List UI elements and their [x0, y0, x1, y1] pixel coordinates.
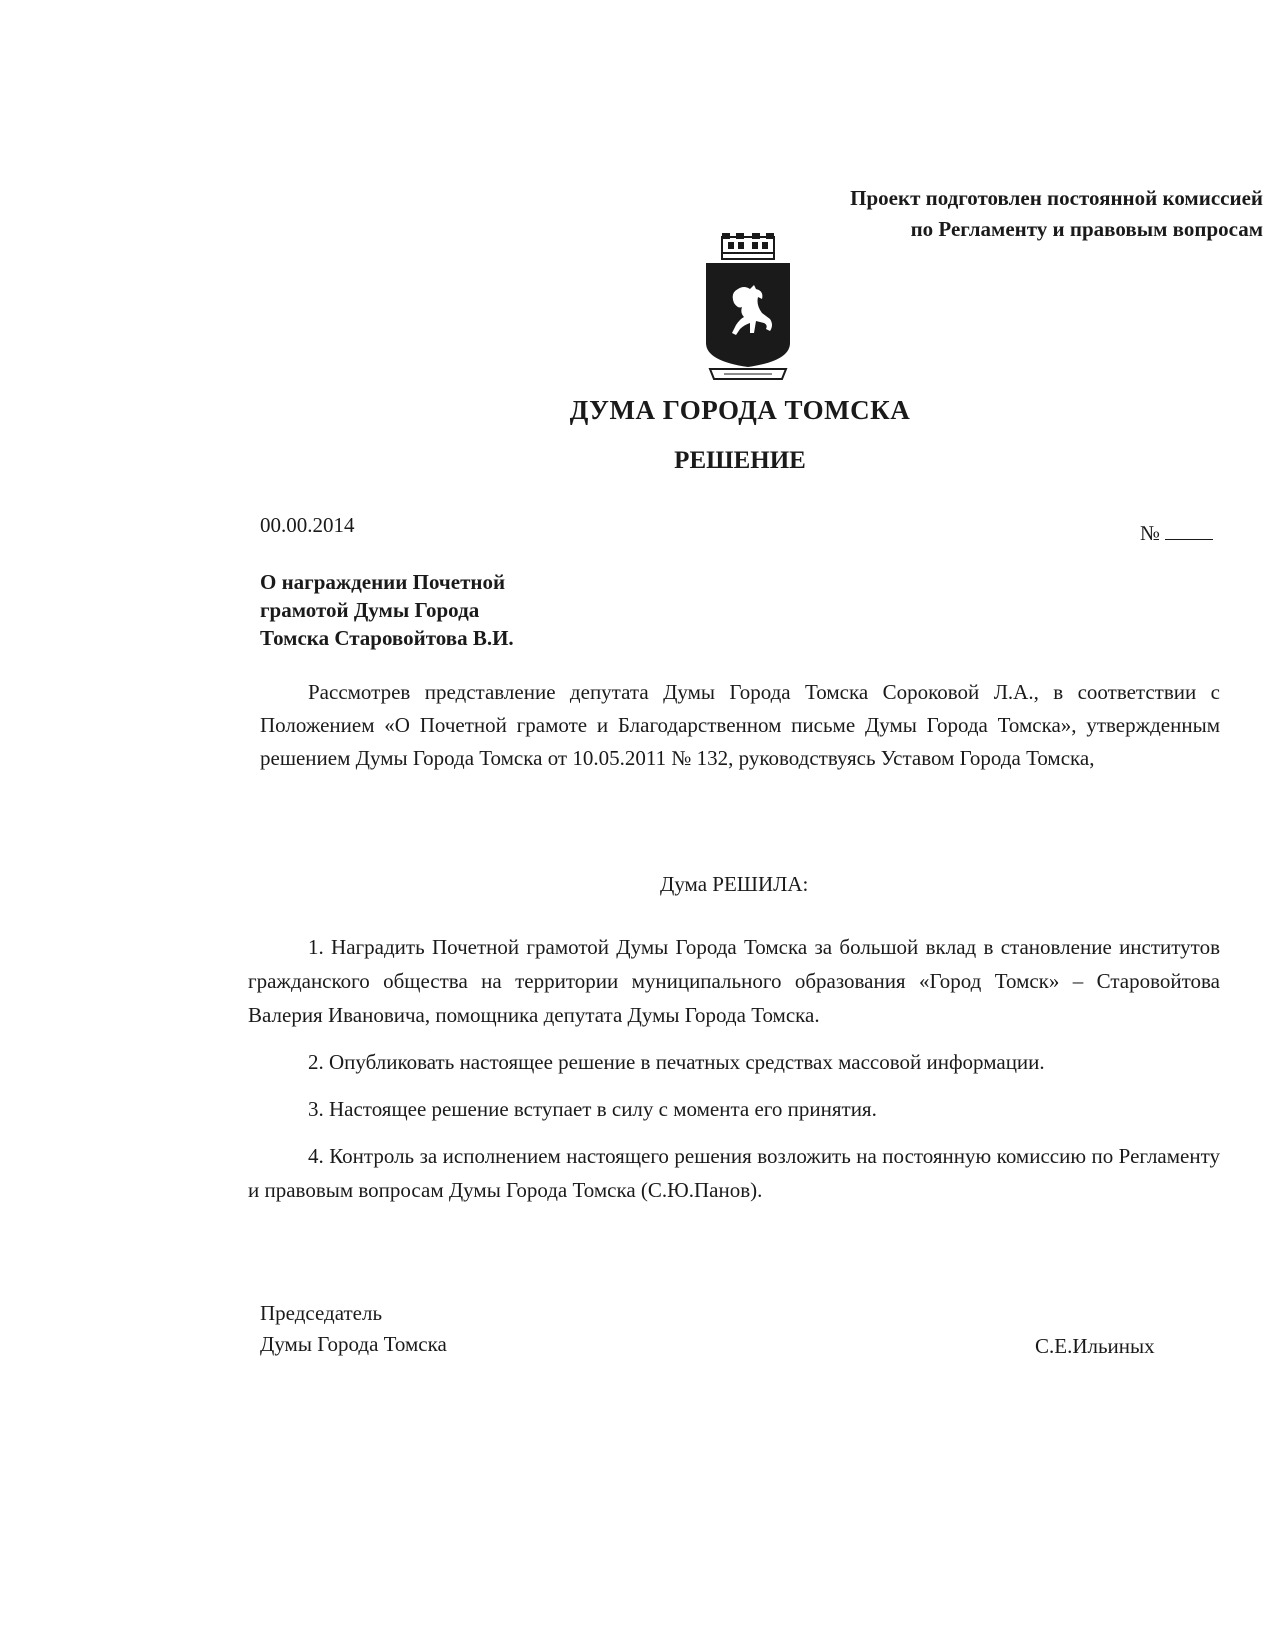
signatory-title — [260, 1298, 447, 1360]
decision-item-2: 2. Опубликовать настоящее решение в печатных средствах массовой информации. — [308, 1050, 1045, 1074]
organization-title: ДУМА ГОРОДА ТОМСКА — [569, 395, 911, 425]
document-number — [1140, 521, 1213, 546]
decision-item-3: 3. Настоящее решение вступает в силу с момента его принятия. — [308, 1097, 877, 1121]
signatory-name: С.Е.Ильиных — [1035, 1334, 1155, 1358]
signatory-title-line-2: Думы Города Томска — [260, 1332, 447, 1356]
signatory-title-line-1: Председатель — [260, 1301, 383, 1325]
project-note — [743, 183, 1263, 245]
document-date: 00.00.2014 — [260, 513, 355, 537]
number-blank — [1165, 521, 1213, 540]
decision-item-1: 1. Наградить Почетной грамотой Думы Города Томска за большой вклад в становление институтов гражданского общества на территории муниципального образования «Город Томск» – Старовойтова Валерия Ивановича, помощника депутата Думы Города Томска. — [248, 935, 1220, 1027]
decision-subject — [260, 568, 590, 652]
project-note-line-2: по Регламенту и правовым вопросам — [910, 217, 1263, 241]
decision-item-4: 4. Контроль за исполнением настоящего решения возложить на постоянную комиссию по Регламенту и правовым вопросам Думы Города Томска (С.Ю.Панов). — [248, 1144, 1220, 1202]
document-type: РЕШЕНИЕ — [674, 447, 806, 474]
preamble-paragraph: Рассмотрев представление депутата Думы Города Томска Сороковой Л.А., в соответствии с Положением «О Почетной грамоте и Благодарственном письме Думы Города Томска», утвержденным решением Думы Города Томска от 10.05.2011 № 132, руководствуясь Уставом Города Томска, — [260, 680, 1220, 770]
crown-icon — [722, 233, 774, 259]
subject-line-3: Томска Старовойтова В.И. — [260, 626, 514, 650]
subject-line-1: О награждении Почетной — [260, 570, 506, 594]
number-label: № — [1140, 521, 1161, 545]
tomsk-coat-of-arms-icon — [700, 233, 796, 383]
project-note-line-1: Проект подготовлен постоянной комиссией — [850, 186, 1263, 210]
subject-line-2: грамотой Думы Города — [260, 598, 480, 622]
resolved-heading: Дума РЕШИЛА: — [660, 872, 809, 896]
decision-items — [248, 930, 1220, 1220]
